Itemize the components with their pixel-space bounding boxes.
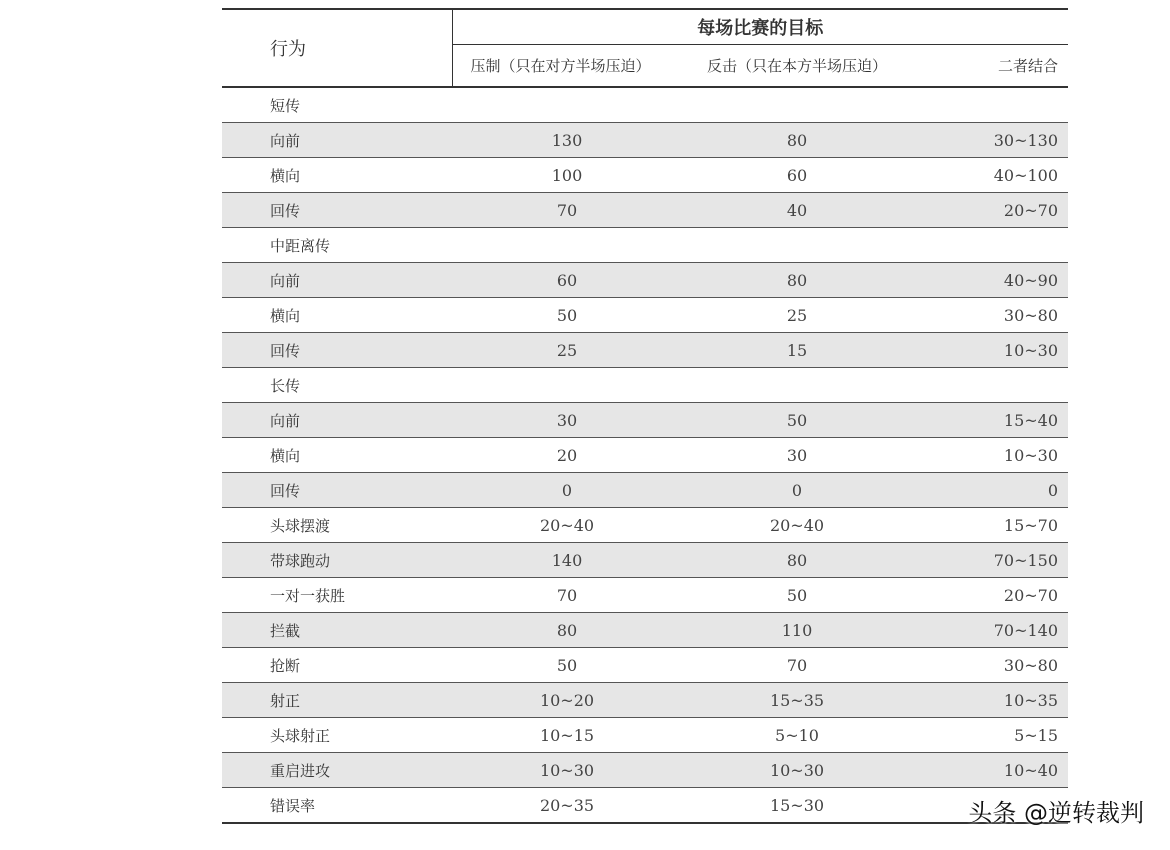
cell-counter — [682, 228, 912, 263]
table-row — [222, 648, 1068, 683]
cell-press: 140 — [452, 543, 682, 578]
row-label: 中距离传 — [222, 228, 452, 263]
cell-both: 40~90 — [912, 263, 1068, 298]
table-row — [222, 578, 1068, 613]
row-label: 回传 — [222, 193, 452, 228]
table-row — [222, 508, 1068, 543]
header-both: 二者结合 — [912, 45, 1068, 87]
cell-both: 20~70 — [912, 578, 1068, 613]
cell-both: 30~130 — [912, 123, 1068, 158]
row-label: 错误率 — [222, 788, 452, 824]
header-behavior: 行为 — [222, 9, 452, 87]
header-goal: 每场比赛的目标 — [452, 9, 1068, 45]
cell-both: 70~150 — [912, 543, 1068, 578]
row-label: 横向 — [222, 298, 452, 333]
cell-both — [912, 368, 1068, 403]
cell-counter: 10~30 — [682, 753, 912, 788]
table-row — [222, 473, 1068, 508]
cell-press: 25 — [452, 333, 682, 368]
table-row — [222, 333, 1068, 368]
table-row — [222, 403, 1068, 438]
cell-both: 30~80 — [912, 648, 1068, 683]
cell-both: 40~100 — [912, 158, 1068, 193]
header-press: 压制（只在对方半场压迫） — [452, 45, 682, 87]
row-label: 头球射正 — [222, 718, 452, 753]
cell-counter: 50 — [682, 403, 912, 438]
cell-press: 100 — [452, 158, 682, 193]
match-goals-table — [222, 8, 1068, 824]
cell-both: 5~15 — [912, 718, 1068, 753]
cell-counter: 80 — [682, 263, 912, 298]
table-row — [222, 613, 1068, 648]
cell-counter: 110 — [682, 613, 912, 648]
cell-counter — [682, 87, 912, 123]
row-label: 长传 — [222, 368, 452, 403]
cell-counter — [682, 368, 912, 403]
row-label: 射正 — [222, 683, 452, 718]
table-row — [222, 753, 1068, 788]
table-row — [222, 438, 1068, 473]
cell-counter: 15~30 — [682, 788, 912, 824]
row-label: 横向 — [222, 158, 452, 193]
cell-counter: 5~10 — [682, 718, 912, 753]
cell-press: 20~40 — [452, 508, 682, 543]
table-row — [222, 543, 1068, 578]
cell-counter: 50 — [682, 578, 912, 613]
cell-press: 60 — [452, 263, 682, 298]
cell-both: 0 — [912, 473, 1068, 508]
table-row — [222, 158, 1068, 193]
cell-press: 10~20 — [452, 683, 682, 718]
row-label: 带球跑动 — [222, 543, 452, 578]
cell-both: 10~40 — [912, 753, 1068, 788]
row-label: 重启进攻 — [222, 753, 452, 788]
row-label: 一对一获胜 — [222, 578, 452, 613]
cell-counter: 20~40 — [682, 508, 912, 543]
table-row — [222, 718, 1068, 753]
cell-counter: 15 — [682, 333, 912, 368]
cell-both: 10~30 — [912, 438, 1068, 473]
cell-counter: 40 — [682, 193, 912, 228]
cell-press: 70 — [452, 193, 682, 228]
stats-table-sheet — [222, 8, 1068, 824]
table-row — [222, 123, 1068, 158]
cell-press — [452, 87, 682, 123]
cell-counter: 15~35 — [682, 683, 912, 718]
cell-press — [452, 228, 682, 263]
row-label: 短传 — [222, 87, 452, 123]
cell-both: 10~35 — [912, 683, 1068, 718]
table-row — [222, 683, 1068, 718]
cell-press — [452, 368, 682, 403]
cell-counter: 0 — [682, 473, 912, 508]
cell-counter: 70 — [682, 648, 912, 683]
cell-both — [912, 87, 1068, 123]
cell-press: 30 — [452, 403, 682, 438]
row-label: 拦截 — [222, 613, 452, 648]
table-row — [222, 87, 1068, 123]
cell-press: 80 — [452, 613, 682, 648]
row-label: 抢断 — [222, 648, 452, 683]
row-label: 横向 — [222, 438, 452, 473]
row-label: 回传 — [222, 473, 452, 508]
cell-both: 70~140 — [912, 613, 1068, 648]
cell-counter: 60 — [682, 158, 912, 193]
cell-both: 30~80 — [912, 298, 1068, 333]
table-row — [222, 263, 1068, 298]
row-label: 向前 — [222, 403, 452, 438]
row-label: 回传 — [222, 333, 452, 368]
cell-counter: 25 — [682, 298, 912, 333]
watermark-text: 头条 @逆转裁判 — [968, 799, 1144, 827]
cell-both: 20~70 — [912, 193, 1068, 228]
cell-press: 50 — [452, 298, 682, 333]
table-row — [222, 298, 1068, 333]
cell-press: 20 — [452, 438, 682, 473]
cell-press: 20~35 — [452, 788, 682, 824]
table-row — [222, 368, 1068, 403]
cell-counter: 30 — [682, 438, 912, 473]
header-counter: 反击（只在本方半场压迫） — [682, 45, 912, 87]
cell-press: 130 — [452, 123, 682, 158]
cell-both: 15~40 — [912, 403, 1068, 438]
cell-counter: 80 — [682, 543, 912, 578]
row-label: 向前 — [222, 263, 452, 298]
table-body — [222, 87, 1068, 823]
table-row — [222, 193, 1068, 228]
row-label: 向前 — [222, 123, 452, 158]
cell-press: 10~30 — [452, 753, 682, 788]
cell-press: 10~15 — [452, 718, 682, 753]
cell-press: 0 — [452, 473, 682, 508]
cell-both — [912, 228, 1068, 263]
cell-both: 10~30 — [912, 333, 1068, 368]
cell-press: 50 — [452, 648, 682, 683]
table-row — [222, 788, 1068, 824]
cell-press: 70 — [452, 578, 682, 613]
table-row — [222, 228, 1068, 263]
cell-both: 15~70 — [912, 508, 1068, 543]
row-label: 头球摆渡 — [222, 508, 452, 543]
cell-counter: 80 — [682, 123, 912, 158]
